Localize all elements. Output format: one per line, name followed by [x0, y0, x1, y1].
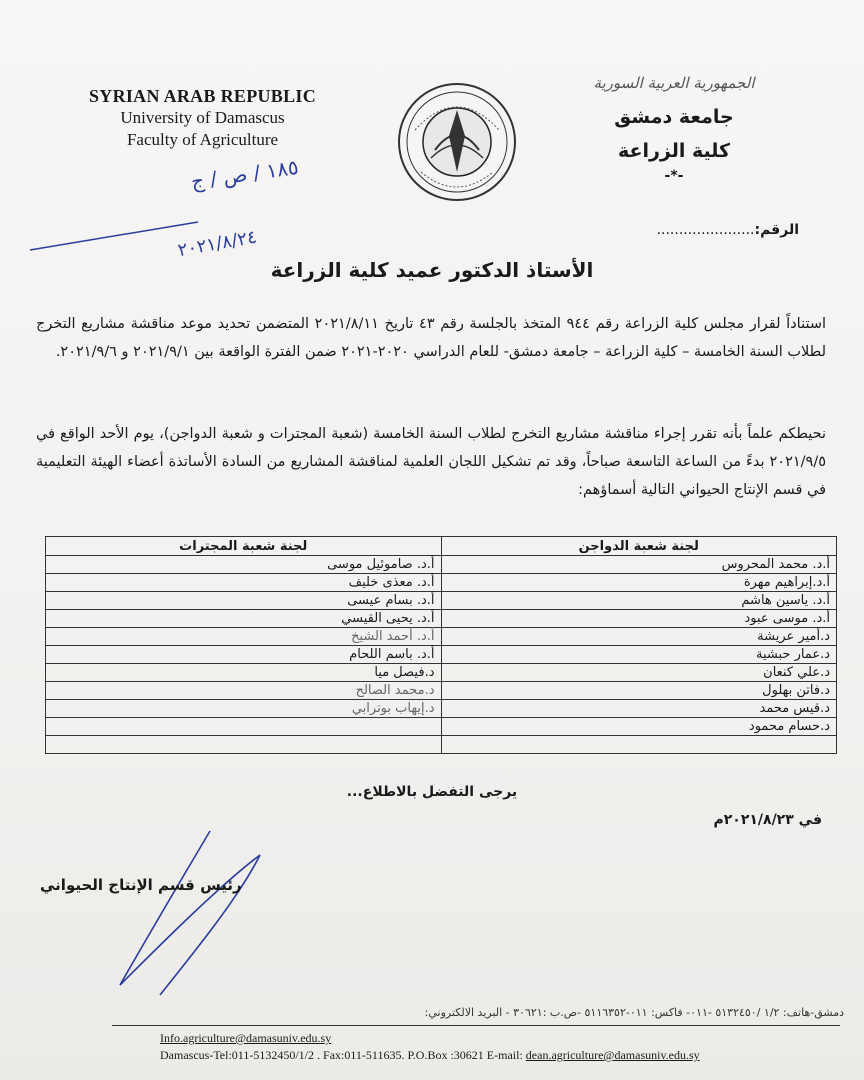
poultry-member: أ.د.إبراهيم مهرة — [441, 574, 837, 592]
ruminants-member: أ.د. أحمد الشيخ — [46, 628, 442, 646]
table-row — [46, 556, 837, 574]
header-ruminants: لجنة شعبة المجترات — [46, 537, 442, 556]
ruminants-member — [46, 718, 442, 736]
letterhead-ornament: -*- — [664, 168, 684, 184]
committee-table — [45, 536, 837, 754]
table-row — [46, 628, 837, 646]
table-row — [46, 646, 837, 664]
university-seal-icon — [395, 80, 520, 205]
poultry-member: أ.د. موسى عبود — [441, 610, 837, 628]
letterhead-arabic — [554, 74, 794, 184]
table-row — [46, 700, 837, 718]
closing-line: يرجى التفضل بالاطلاع... — [346, 784, 518, 800]
footer-contact-text: Damascus-Tel:011-5132450/1/2 . Fax:011-511635. P.O.Box :30621 E-mail: — [160, 1048, 523, 1062]
faculty-name-en: Faculty of Agriculture — [126, 130, 279, 149]
table-row — [46, 610, 837, 628]
ruminants-member: أ.د. صاموئيل موسى — [46, 556, 442, 574]
poultry-member: أ.د. محمد المحروس — [441, 556, 837, 574]
faculty-name-ar: كلية الزراعة — [617, 140, 731, 162]
poultry-member: د.علي كنعان — [441, 664, 837, 682]
poultry-member: د.أمير عريشة — [441, 628, 837, 646]
ruminants-member: أ.د. يحيى القيسي — [46, 610, 442, 628]
footer-contact-english — [160, 1048, 700, 1063]
signature-scribble — [100, 825, 300, 1010]
signatory-title: رئيس قسم الإنتاج الحيواني — [40, 876, 242, 894]
handwritten-line-1: ١٨٥ / ص / ج — [189, 154, 300, 194]
ruminants-member: أ.د. معذى خليف — [46, 574, 442, 592]
poultry-member: أ.د. ياسين هاشم — [441, 592, 837, 610]
ruminants-member: د.محمد الصالح — [46, 682, 442, 700]
header-poultry: لجنة شعبة الدواجن — [441, 537, 837, 556]
table-row — [46, 682, 837, 700]
table-row — [46, 592, 837, 610]
reference-dots: ...................... — [656, 222, 755, 238]
table-row — [46, 574, 837, 592]
university-name-en: University of Damascus — [120, 108, 285, 127]
footer-contact-arabic: دمشق-هاتف: ١/٢ /٥١٣٢٤٥٠ -٠١١- فاكس: ٠١١-٥١١٦٣٥٢ -ص.ب :٣٠٦٢١ - البريد الالكتروني: — [424, 1006, 844, 1019]
table-row — [46, 718, 837, 736]
table-header-row — [46, 537, 837, 556]
poultry-member: د.عمار حبشية — [441, 646, 837, 664]
ruminants-member: د.فيصل ميا — [46, 664, 442, 682]
poultry-member: د.حسام محمود — [441, 718, 837, 736]
letterhead-english — [60, 86, 345, 151]
paragraph-decision: استناداً لقرار مجلس كلية الزراعة رقم ٩٤٤ المتخذ بالجلسة رقم ٤٣ تاريخ ٢٠٢١/٨/١١ المتضمن تحديد موعد مناقشة مشاريع التخرج لطلاب السنة الخامسة – كلية الزراعة – جامعة دمشق- للعام الدراسي ٢٠٢٠-٢٠٢١ ضمن الفترة الواقعة بين ٢٠٢١/٩/١ و ٢٠٢١/٩/٦. — [36, 316, 826, 360]
footer-divider — [112, 1025, 840, 1026]
country-name-en: SYRIAN ARAB REPUBLIC — [88, 86, 317, 106]
addressee-title: الأستاذ الدكتور عميد كلية الزراعة — [270, 258, 594, 282]
reference-number — [657, 222, 799, 238]
poultry-member: د.فاتن بهلول — [441, 682, 837, 700]
poultry-member — [441, 736, 837, 754]
info-email-link[interactable]: Info.agriculture@damasuniv.edu.sy — [160, 1031, 332, 1045]
document-date: في ٢٠٢١/٨/٢٣م — [713, 812, 822, 828]
ruminants-member — [46, 736, 442, 754]
university-name-ar: جامعة دمشق — [614, 106, 734, 128]
ruminants-member: أ.د. باسم اللحام — [46, 646, 442, 664]
footer-email-info — [160, 1031, 331, 1046]
country-name-ar: الجمهورية العربية السورية — [593, 74, 755, 92]
reference-label: الرقم: — [754, 222, 799, 238]
dean-email-link[interactable]: dean.agriculture@damasuniv.edu.sy — [525, 1048, 700, 1062]
table-row — [46, 664, 837, 682]
ruminants-member: أ.د. بسام عيسى — [46, 592, 442, 610]
ruminants-member: د.إيهاب بوترابي — [46, 700, 442, 718]
handwritten-line-2: ٢٠٢١/٨/٢٤ — [176, 226, 259, 262]
poultry-member: د.قيس محمد — [441, 700, 837, 718]
table-row — [46, 736, 837, 754]
paragraph-notice: نحيطكم علماً بأنه تقرر إجراء مناقشة مشاريع التخرج لطلاب السنة الخامسة (شعبة المجترات و شعبة الدواجن)، يوم الأحد الواقع في ٢٠٢١/٩/٥ بدءً من الساعة التاسعة صباحاً، وقد تم تشكيل اللجان العلمية لمناقشة المشاريع من السادة الأساتذة أعضاء الهيئة التعليمية في قسم الإنتاج الحيواني التالية أسماؤهم: — [36, 426, 826, 498]
